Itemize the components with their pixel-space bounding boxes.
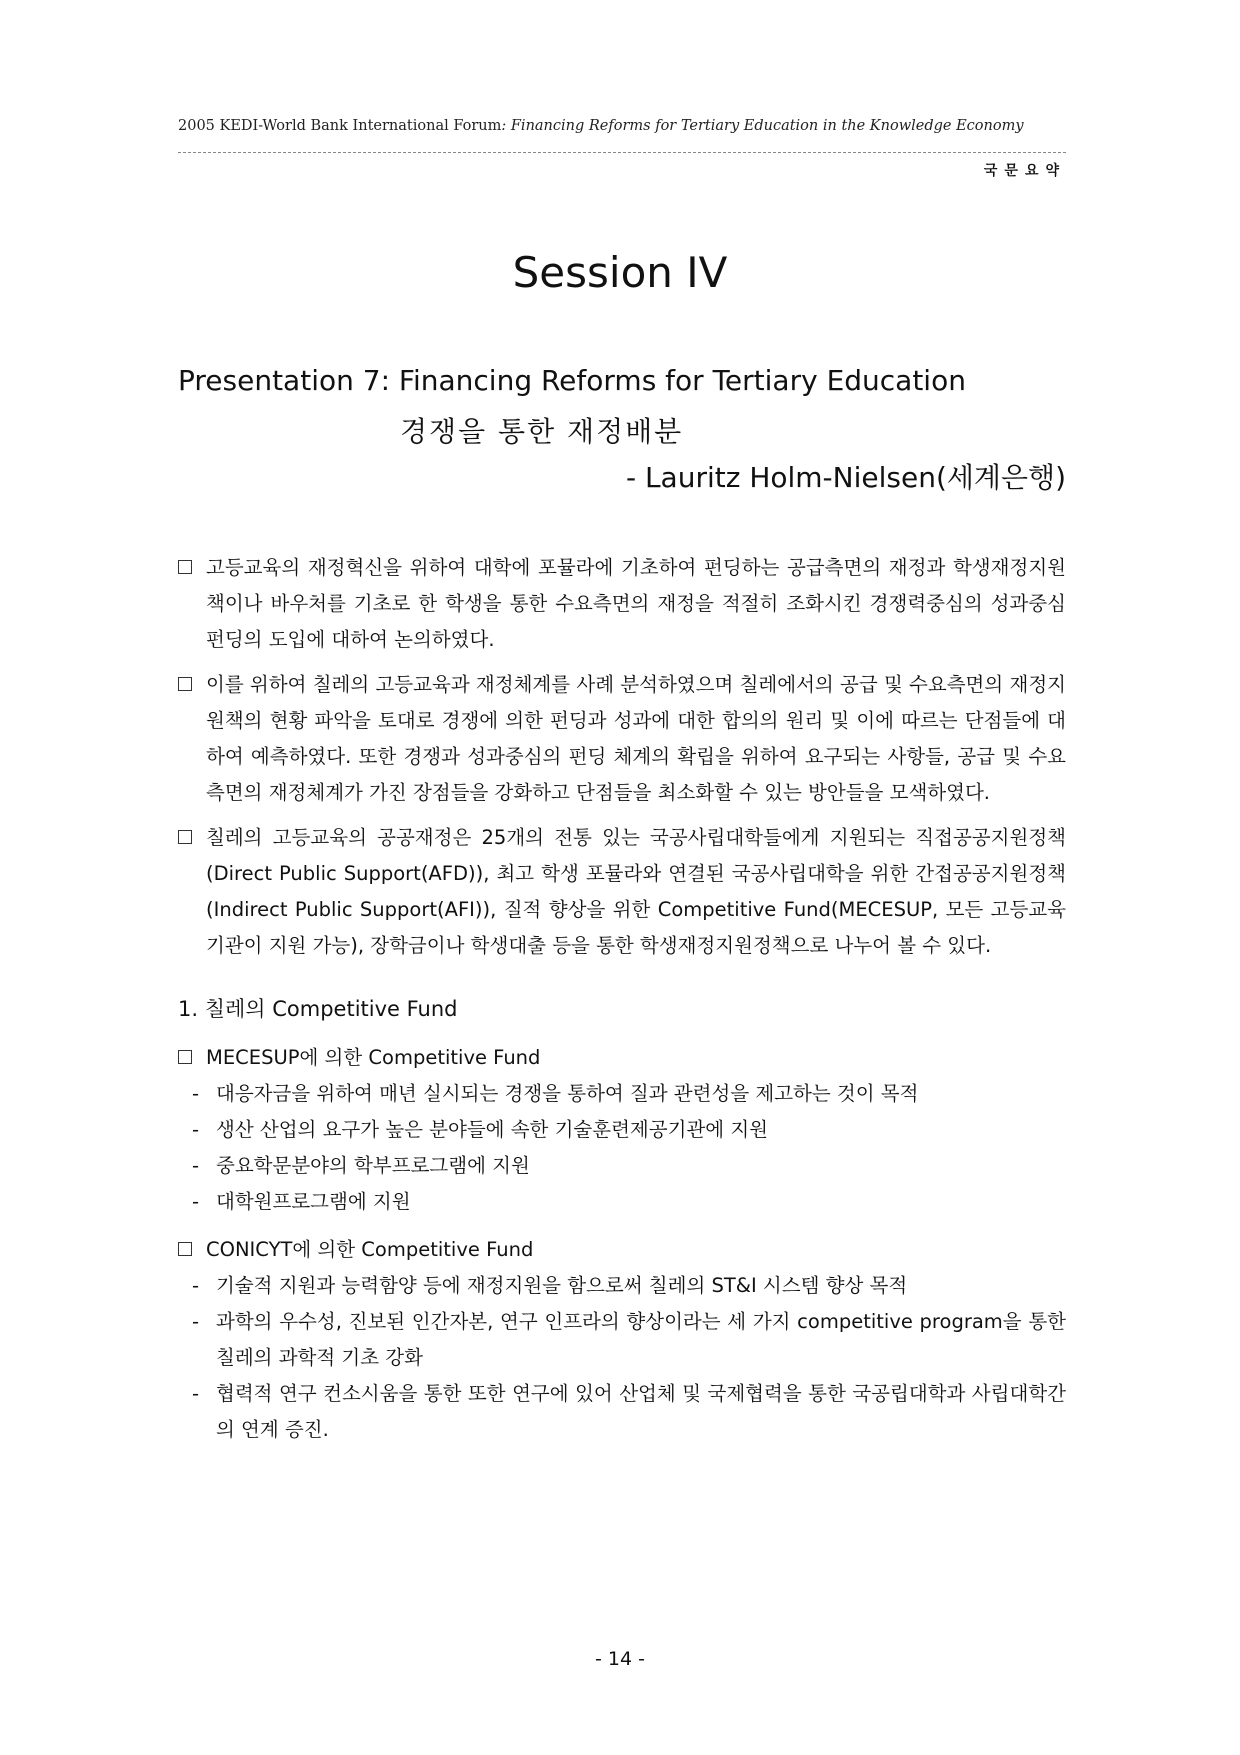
- group-title-text: MECESUP에 의한 Competitive Fund: [206, 1046, 541, 1069]
- fund-group-title: [178, 1232, 1066, 1268]
- list-item: [178, 1268, 1066, 1304]
- running-header-plain: 2005 KEDI-World Bank International Forum: [178, 118, 502, 134]
- fund-group-title: [178, 1040, 1066, 1076]
- list-item: [178, 1376, 1066, 1448]
- dash-icon: -: [192, 1310, 200, 1333]
- summary-paragraph: [178, 820, 1066, 964]
- paragraph-text: 이를 위하여 칠레의 고등교육과 재정체계를 사례 분석하였으며 칠레에서의 공급 및 수요측면의 재정지원책의 현황 파악을 토대로 경쟁에 의한 펀딩과 성과에 대한 합의의 원리 및 이에 따르는 단점들에 대하여 예측하였다. 또한 경쟁과 성과중심의 펀딩 체계의 확립을 위하여 요구되는 사항들, 공급 및 수요측면의 재정체계가 가진 장점들을 강화하고 단점들을 최소화할 수 있는 방안들을 모색하였다.: [206, 673, 1066, 804]
- dash-icon: -: [192, 1118, 200, 1141]
- checkbox-square-icon: [178, 677, 192, 691]
- fund-group: [178, 1040, 1066, 1220]
- paragraph-text: 칠레의 고등교육의 공공재정은 25개의 전통 있는 국공사립대학들에게 지원되는 직접공공지원정책(Direct Public Support(AFD)), 최고 학생 포뮬라와 연결된 국공사립대학을 위한 간접공공지원정책(Indirect Public Support(AFI)), 질적 향상을 위한 Competitive Fund(MECESUP, 모든 고등교육기관이 지원 가능), 장학금이나 학생대출 등을 통한 학생재정지원정책으로 나누어 볼 수 있다.: [206, 826, 1066, 957]
- list-item-text: 기술적 지원과 능력함양 등에 재정지원을 함으로써 칠레의 ST&I 시스템 향상 목적: [216, 1274, 908, 1297]
- dash-icon: -: [192, 1082, 200, 1105]
- dash-icon: -: [192, 1154, 200, 1177]
- presentation-title: Presentation 7: Financing Reforms for Tertiary Education: [178, 364, 966, 397]
- presentation-subtitle: 경쟁을 통한 재정배분: [400, 415, 684, 448]
- page-number: - 14 -: [595, 1648, 645, 1670]
- list-item-text: 중요학문분야의 학부프로그램에 지원: [216, 1154, 530, 1177]
- header-divider: [178, 152, 1066, 153]
- section-tag: 국문요약: [983, 163, 1066, 179]
- list-item: [178, 1076, 1066, 1112]
- presenter-name: - Lauritz Holm-Nielsen(세계은행): [625, 461, 1066, 494]
- summary-paragraph: [178, 550, 1066, 658]
- list-item: [178, 1112, 1066, 1148]
- list-item: [178, 1148, 1066, 1184]
- dash-icon: -: [192, 1190, 200, 1213]
- dash-icon: -: [192, 1382, 200, 1405]
- list-item-text: 협력적 연구 컨소시움을 통한 또한 연구에 있어 산업체 및 국제협력을 통한 국공립대학과 사립대학간의 연계 증진.: [216, 1382, 1066, 1441]
- running-header-italic: : Financing Reforms for Tertiary Education in the Knowledge Economy: [501, 118, 1024, 134]
- fund-group: [178, 1232, 1066, 1448]
- list-item: [178, 1184, 1066, 1220]
- paragraph-text: 고등교육의 재정혁신을 위하여 대학에 포뮬라에 기초하여 펀딩하는 공급측면의 재정과 학생재정지원책이나 바우처를 기초로 한 학생을 통한 수요측면의 재정을 적절히 조화시킨 경쟁력중심의 성과중심 펀딩의 도입에 대하여 논의하였다.: [206, 556, 1066, 651]
- document-body: [178, 550, 1066, 1460]
- section-heading: 1. 칠레의 Competitive Fund: [178, 997, 458, 1021]
- checkbox-square-icon: [178, 1242, 192, 1256]
- list-item-text: 생산 산업의 요구가 높은 분야들에 속한 기술훈련제공기관에 지원: [216, 1118, 768, 1141]
- summary-paragraph: [178, 667, 1066, 811]
- list-item-text: 과학의 우수성, 진보된 인간자본, 연구 인프라의 향상이라는 세 가지 competitive program을 통한 칠레의 과학적 기초 강화: [216, 1310, 1066, 1369]
- dash-icon: -: [192, 1274, 200, 1297]
- checkbox-square-icon: [178, 1050, 192, 1064]
- running-header: [178, 118, 1024, 134]
- list-item-text: 대응자금을 위하여 매년 실시되는 경쟁을 통하여 질과 관련성을 제고하는 것이 목적: [216, 1082, 919, 1105]
- list-item: [178, 1304, 1066, 1376]
- checkbox-square-icon: [178, 830, 192, 844]
- list-item-text: 대학원프로그램에 지원: [216, 1190, 411, 1213]
- group-title-text: CONICYT에 의한 Competitive Fund: [206, 1238, 534, 1261]
- checkbox-square-icon: [178, 560, 192, 574]
- session-title: Session IV: [512, 248, 728, 297]
